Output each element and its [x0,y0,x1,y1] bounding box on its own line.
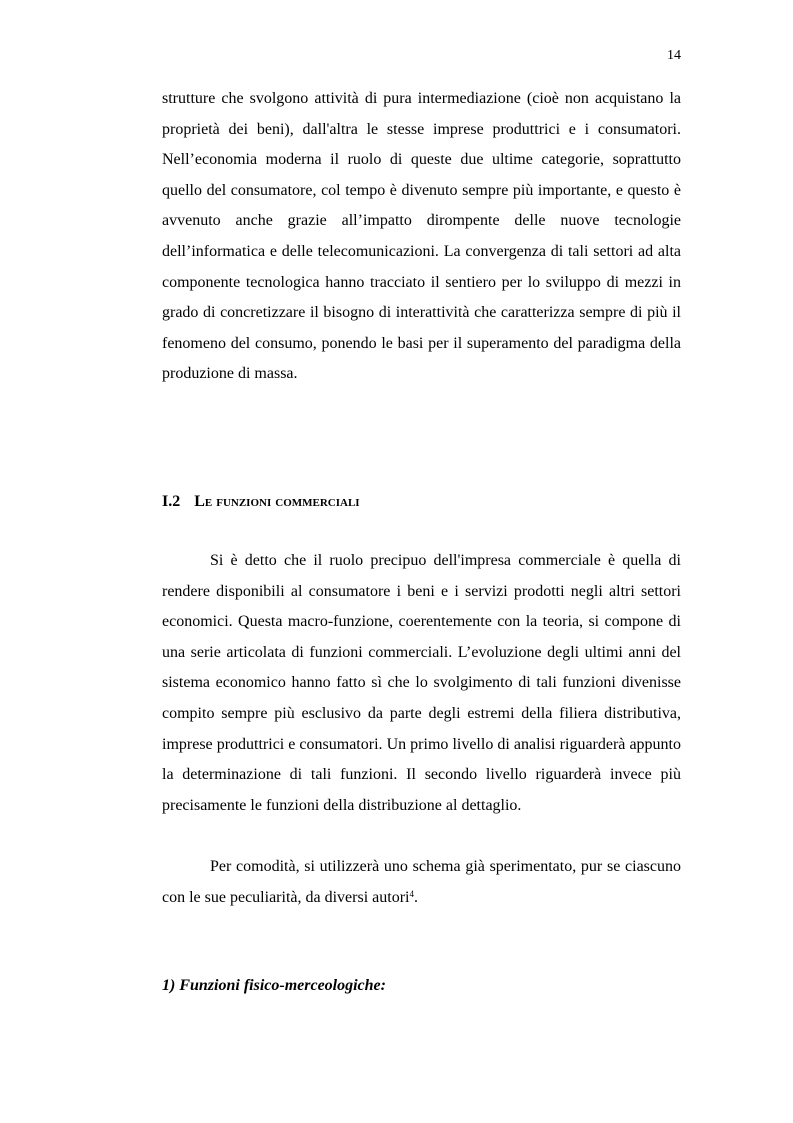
paragraph-text: Per comodità, si utilizzerà uno schema già sperimentato, pur se ciascuno con le sue peculiarità, da diversi autori [162,858,681,906]
section-heading [162,492,360,512]
body-paragraph: Si è detto che il ruolo precipuo dell'impresa commerciale è quella di rendere disponibili al consumatore i beni e i servizi prodotti negli altri settori economici. Questa macro-funzione, coerentemente con la teoria, si compone di una serie articolata di funzioni commerciali. L’evoluzione degli ultimi anni del sistema economico hanno fatto sì che lo svolgimento di tali funzioni divenisse compito sempre più esclusivo da parte degli estremi della filiera distributiva, imprese produttrici e consumatori. Un primo livello di analisi riguarderà appunto la determinazione di tali funzioni. Il secondo livello riguarderà invece più precisamente le funzioni della distribuzione al dettaglio. [162,552,681,814]
body-paragraph [162,852,681,913]
page-number: 14 [667,48,681,63]
paragraph-end: . [413,888,418,906]
subsection-heading: 1) Funzioni fisico-merceologiche: [162,977,386,994]
footnote-reference[interactable]: 4 [409,888,414,899]
body-paragraph: strutture che svolgono attività di pura intermediazione (cioè non acquistano la proprietà dei beni), dall'altra le stesse imprese produttrici e i consumatori. Nell’economia moderna il ruolo di queste due ultime categorie, soprattutto quello del consumatore, col tempo è divenuto sempre più importante, e questo è avvenuto anche grazie all’impatto dirompente delle nuove tecnologie dell’informatica e delle telecomunicazioni. La convergenza di tali settori ad alta componente tecnologica hanno tracciato il sentiero per lo sviluppo di mezzi in grado di concretizzare il bisogno di interattività che caratterizza sempre di più il fenomeno del consumo, ponendo le basi per il superamento del paradigma della produzione di massa. [162,90,681,383]
section-number: I.2 [162,493,181,510]
section-title: Le funzioni commerciali [194,493,360,510]
